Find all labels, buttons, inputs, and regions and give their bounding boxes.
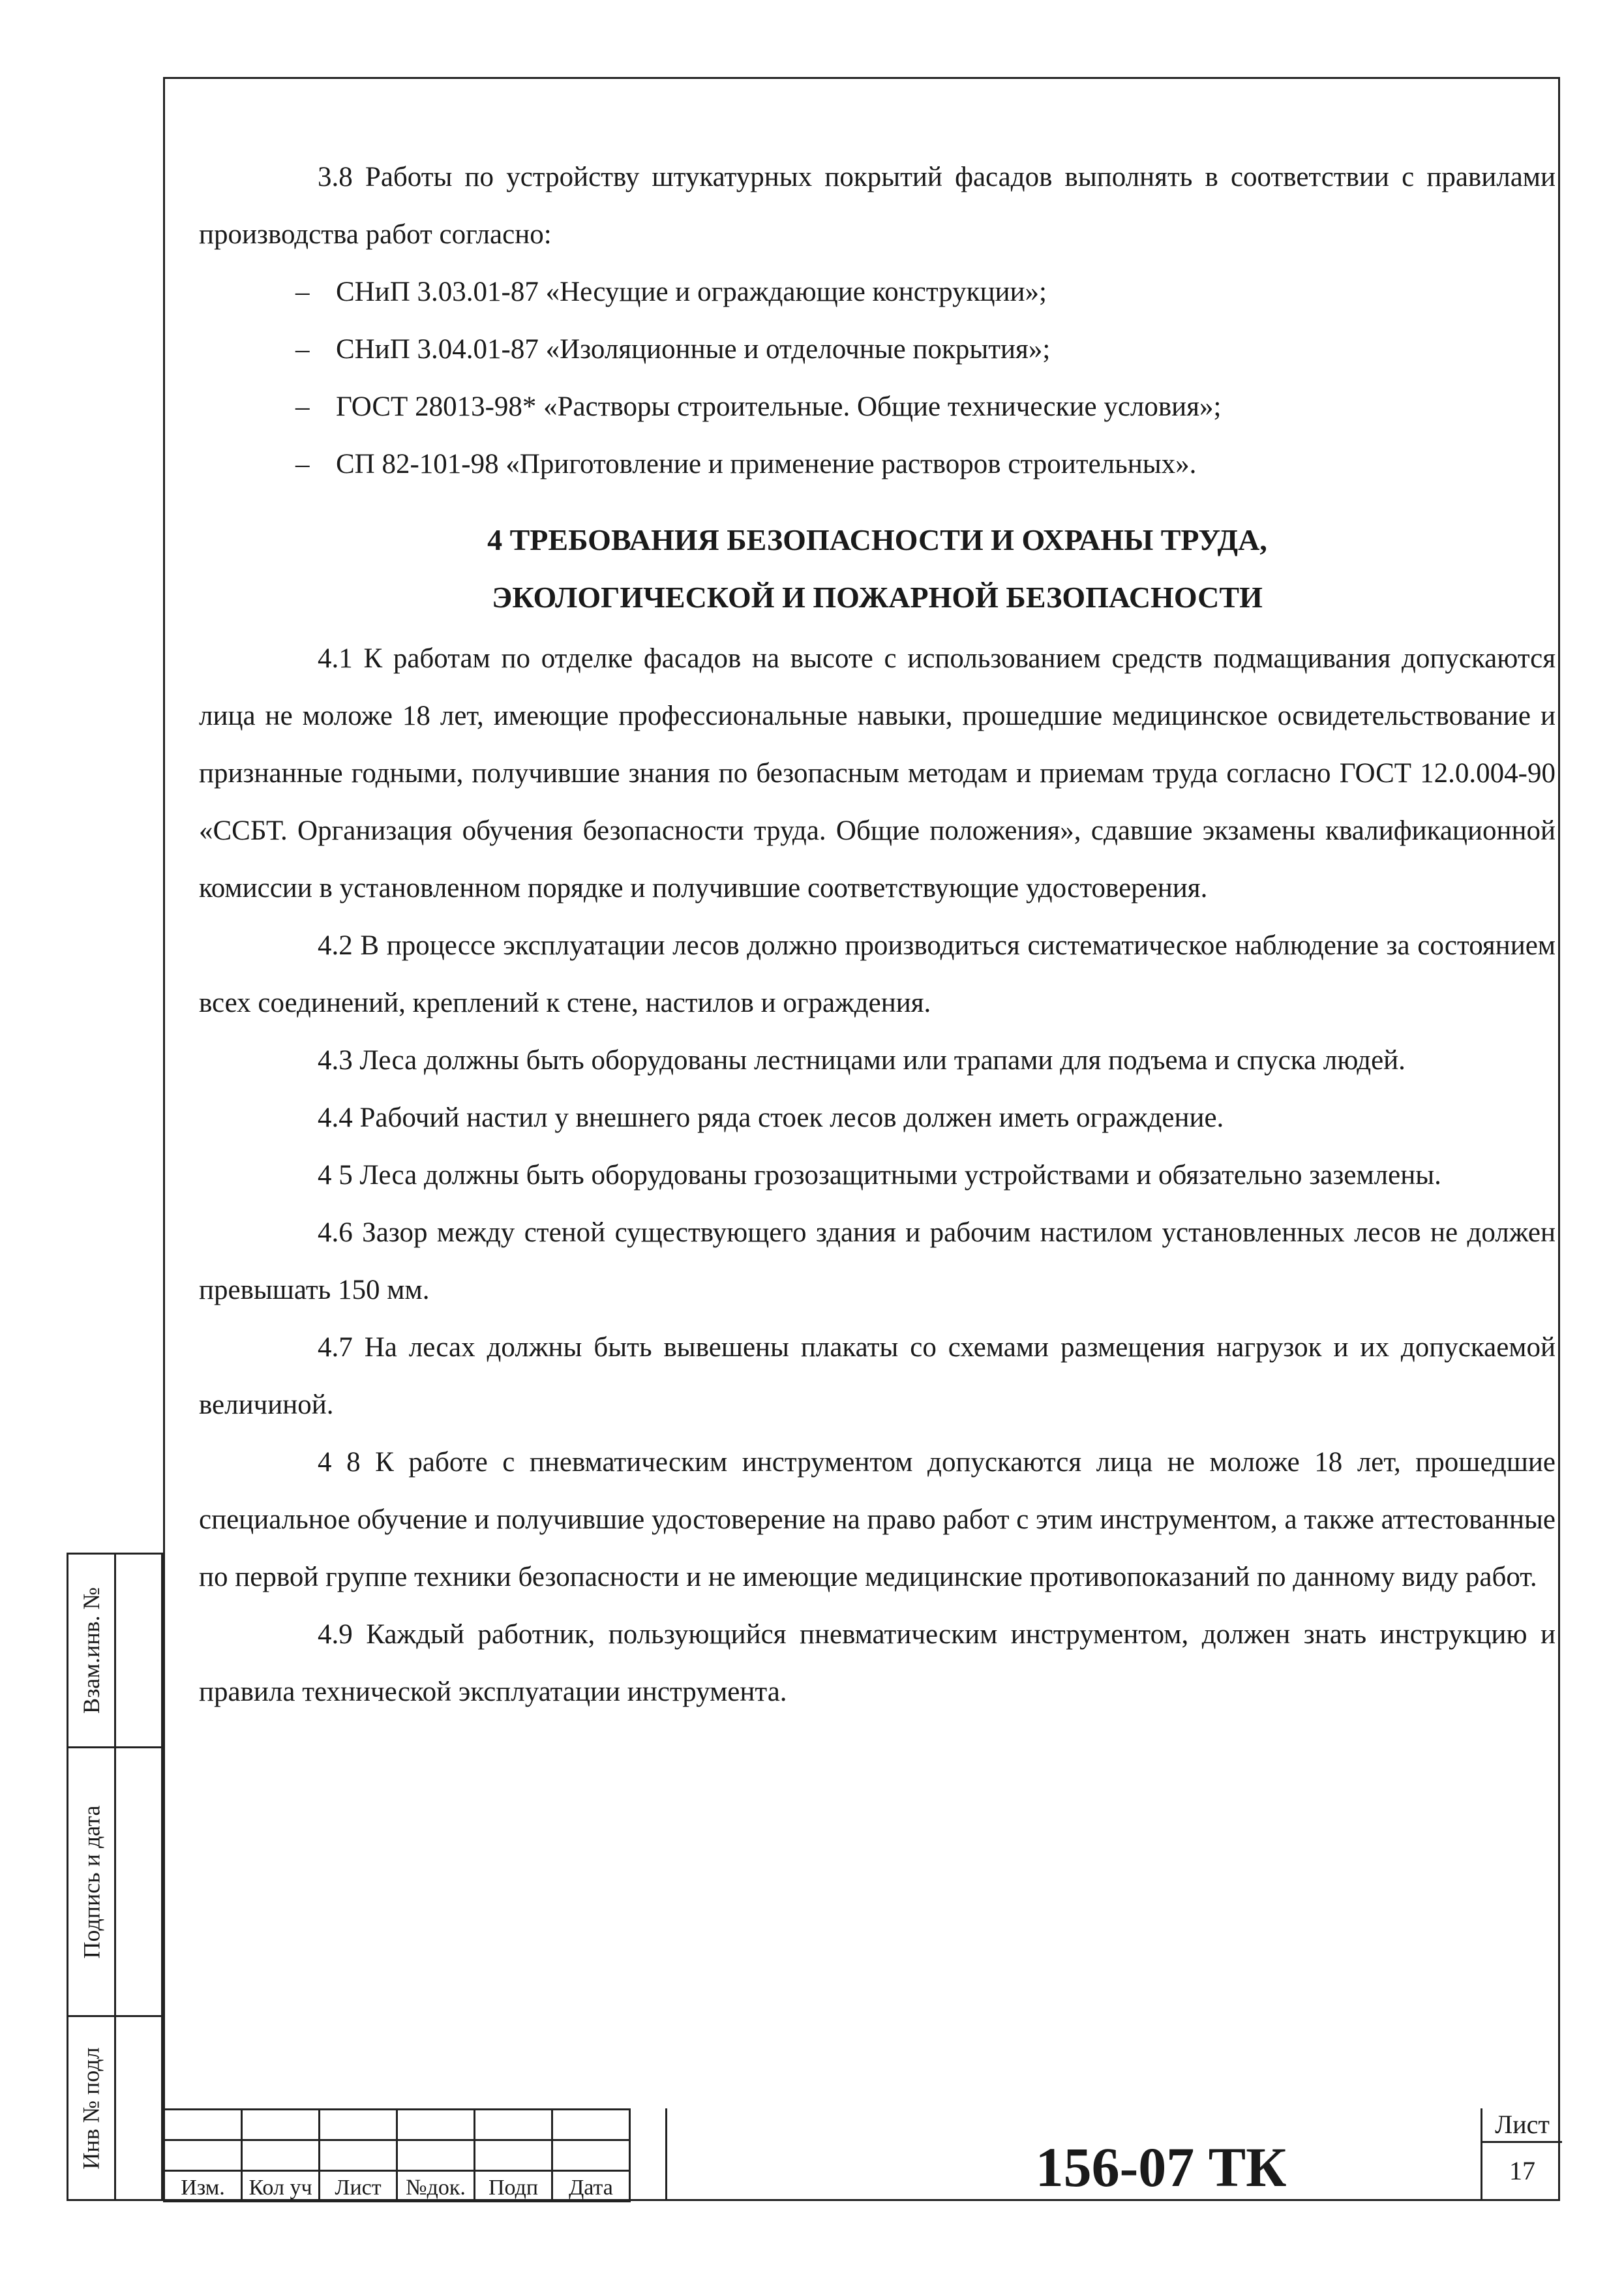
col-kol-uch: Кол уч (242, 2171, 320, 2202)
paragraph-4-4: 4.4 Рабочий настил у внешнего ряда стоек лесов должен иметь ограждение. (318, 1102, 1224, 1133)
side-stamp-inv (67, 2015, 163, 2201)
side-stamp-label: Подпись и дата (78, 1805, 105, 1958)
paragraph-4-6: 4.6 Зазор между стеной существующего здания и рабочим настилом установленных лесов не должен превышать 150 мм. (199, 1217, 1556, 1305)
paragraph-4-7: 4.7 На лесах должны быть вывешены плакаты со схемами размещения нагрузок и их допускаемой величиной. (199, 1332, 1556, 1420)
col-ndok: №док. (397, 2171, 475, 2202)
section-heading-line-1: 4 ТРЕБОВАНИЯ БЕЗОПАСНОСТИ И ОХРАНЫ ТРУДА, (487, 523, 1267, 556)
paragraph-4-8: 4 8 К работе с пневматическим инструментом допускаются лица не моложе 18 лет, прошедшие специальное обучение и получившие удостоверение на право работ с этим инструментом, а также аттестованные по первой группе техники безопасности и не имеющие медицинские противопоказаний по данному виду работ. (199, 1447, 1556, 1592)
sheet-box (1481, 2108, 1562, 2201)
title-block-divider (665, 2108, 667, 2201)
col-list: Лист (320, 2171, 397, 2202)
list-item (199, 264, 1556, 321)
paragraph-4-9: 4.9 Каждый работник, пользующийся пневматическим инструментом, должен знать инструкцию и правила технической эксплуатации инструмента. (199, 1619, 1556, 1707)
paragraph-4-2: 4.2 В процессе эксплуатации лесов должно производиться систематическое наблюдение за состоянием всех соединений, креплений к стене, настилов и ограждения. (199, 930, 1556, 1018)
title-block (163, 2108, 1560, 2201)
dash-marker: – (295, 334, 310, 365)
table-row (164, 2110, 630, 2140)
section-heading (199, 511, 1556, 626)
paragraph-4-5: 4 5 Леса должны быть оборудованы грозозащитными устройствами и обязательно заземлены. (318, 1160, 1441, 1191)
list-item-text: ГОСТ 28013-98* «Растворы строительные. Общие технические условия»; (336, 391, 1222, 422)
list-item-text: СП 82-101-98 «Приготовление и применение растворов строительных». (336, 449, 1197, 479)
list-item (199, 378, 1556, 436)
list-item-text: СНиП 3.04.01-87 «Изоляционные и отделочные покрытия»; (336, 334, 1051, 365)
sheet-label: Лист (1482, 2108, 1562, 2143)
table-row (164, 2140, 630, 2171)
norms-list (199, 264, 1556, 493)
side-stamp-signature-date (67, 1746, 163, 2017)
sheet-number: 17 (1509, 2156, 1535, 2185)
list-item (199, 321, 1556, 378)
document-code: 156-07 ТК (1035, 2136, 1287, 2198)
col-podp: Подп (475, 2171, 552, 2202)
section-heading-line-2: ЭКОЛОГИЧЕСКОЙ И ПОЖАРНОЙ БЕЗОПАСНОСТИ (492, 581, 1263, 614)
table-header-row (164, 2171, 630, 2202)
dash-marker: – (295, 449, 310, 479)
paragraph-4-1: 4.1 К работам по отделке фасадов на высоте с использованием средств подмащивания допускаются лица не моложе 18 лет, имеющие профессиональные навыки, прошедшие медицинское освидетельствование и признанные годными, получившие знания по безопасным методам и приемам труда согласно ГОСТ 12.0.004-90 «ССБТ. Организация обучения безопасности труда. Общие положения», сдавшие экзамены квалификационной комиссии в установленном порядке и получившие соответствующие удостоверения. (199, 643, 1556, 904)
col-izm: Изм. (164, 2171, 242, 2202)
paragraph-4-3: 4.3 Леса должны быть оборудованы лестницами или трапами для подъема и спуска людей. (318, 1045, 1406, 1076)
side-stamp-vzam (67, 1553, 163, 1748)
list-item (199, 436, 1556, 493)
document-body (199, 149, 1556, 1721)
revision-table (163, 2108, 631, 2202)
side-stamp-label: Взам.инв. № (78, 1587, 104, 1714)
list-item-text: СНиП 3.03.01-87 «Несущие и ограждающие конструкции»; (336, 277, 1047, 307)
paragraph-3-8: 3.8 Работы по устройству штукатурных покрытий фасадов выполнять в соответствии с правилами производства работ согласно: (199, 162, 1556, 250)
dash-marker: – (295, 277, 310, 307)
col-data: Дата (552, 2171, 630, 2202)
side-stamp-label: Инв № подл (78, 2046, 104, 2170)
dash-marker: – (295, 391, 310, 422)
